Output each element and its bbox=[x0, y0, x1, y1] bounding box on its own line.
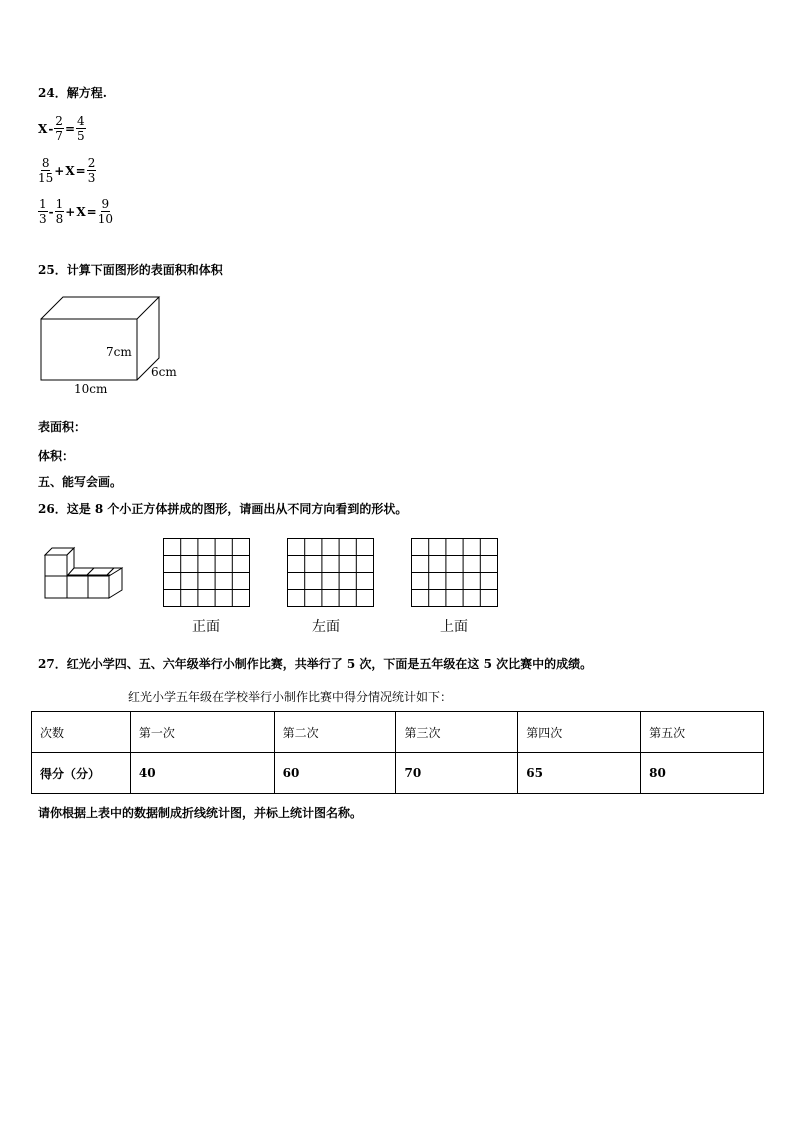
eq3-equals: = bbox=[86, 204, 97, 219]
table-header-row bbox=[32, 712, 764, 753]
header-cell: 次数 bbox=[32, 712, 131, 753]
equation-1 bbox=[38, 114, 86, 143]
cuboid-top-face bbox=[41, 297, 159, 319]
surface-area-label: 表面积： bbox=[38, 420, 87, 434]
equation-2 bbox=[38, 156, 96, 185]
grid-label-front: 正面 bbox=[192, 619, 220, 635]
eq2-plus: + bbox=[54, 163, 65, 178]
value-cell: 60 bbox=[274, 753, 396, 794]
eq1-minus: - bbox=[48, 121, 54, 136]
header-cell: 第五次 bbox=[641, 712, 764, 753]
grid-label-left: 左面 bbox=[312, 619, 340, 635]
header-cell: 第三次 bbox=[396, 712, 518, 753]
grid-label-top: 上面 bbox=[440, 619, 468, 635]
eq3-var: X bbox=[76, 204, 86, 219]
grid-front bbox=[163, 538, 251, 608]
header-cell: 第二次 bbox=[274, 712, 396, 753]
eq3-minus: - bbox=[48, 204, 54, 219]
q27-instruction: 请你根据上表中的数据制成折线统计图，并标上统计图名称。 bbox=[38, 806, 363, 820]
value-cell: 40 bbox=[130, 753, 274, 794]
eq1-fraction-a: $\frac{2}{7}$ bbox=[55, 114, 63, 143]
depth-label: 6cm bbox=[151, 365, 177, 379]
table-row bbox=[32, 753, 764, 794]
q27-title: 27．红光小学四、五、六年级举行小制作比赛，共举行了 5 次，下面是五年级在这 5 次比赛中的成绩。 bbox=[38, 657, 593, 671]
value-cell: 70 bbox=[396, 753, 518, 794]
eq2-equals: = bbox=[75, 163, 86, 178]
grid-left bbox=[287, 538, 375, 608]
table-caption: 红光小学五年级在学校举行小制作比赛中得分情况统计如下： bbox=[128, 690, 453, 704]
eq2-fraction-b: $\frac{2}{3}$ bbox=[87, 156, 96, 185]
eq3-fraction-a: $\frac{1}{3}$ bbox=[39, 197, 47, 226]
grid-top bbox=[411, 538, 499, 608]
eq1-var: X bbox=[38, 121, 48, 136]
value-cell: 80 bbox=[641, 753, 764, 794]
cube-stack-figure bbox=[40, 540, 130, 604]
eq2-fraction-a: $\frac{8}{15}$ bbox=[38, 156, 54, 185]
length-label: 10cm bbox=[74, 382, 108, 396]
header-cell: 第一次 bbox=[130, 712, 274, 753]
q26-title: 26．这是 8 个小正方体拼成的图形，请画出从不同方向看到的形状。 bbox=[38, 502, 408, 516]
q24-title: 24．解方程. bbox=[38, 86, 107, 100]
value-cell: 65 bbox=[518, 753, 641, 794]
q25-title: 25．计算下面图形的表面积和体积 bbox=[38, 263, 223, 277]
score-table bbox=[31, 711, 764, 794]
section5-title: 五、能写会画。 bbox=[38, 475, 123, 489]
cube-upper-front bbox=[45, 555, 67, 576]
eq3-fraction-b: $\frac{1}{8}$ bbox=[55, 197, 64, 226]
eq1-fraction-b: $\frac{4}{5}$ bbox=[77, 114, 85, 143]
volume-label: 体积： bbox=[38, 449, 75, 463]
cube-bottom-3 bbox=[88, 576, 109, 598]
height-label: 7cm bbox=[106, 345, 132, 359]
eq2-var: X bbox=[65, 163, 75, 178]
eq3-plus: + bbox=[65, 204, 76, 219]
eq1-equals: = bbox=[64, 121, 75, 136]
cube-bottom-2 bbox=[67, 576, 88, 598]
eq3-fraction-c: $\frac{9}{10}$ bbox=[97, 197, 113, 226]
cube-bottom-1 bbox=[45, 576, 67, 598]
equation-3 bbox=[38, 197, 113, 226]
row-label-cell: 得分（分） bbox=[32, 753, 131, 794]
header-cell: 第四次 bbox=[518, 712, 641, 753]
